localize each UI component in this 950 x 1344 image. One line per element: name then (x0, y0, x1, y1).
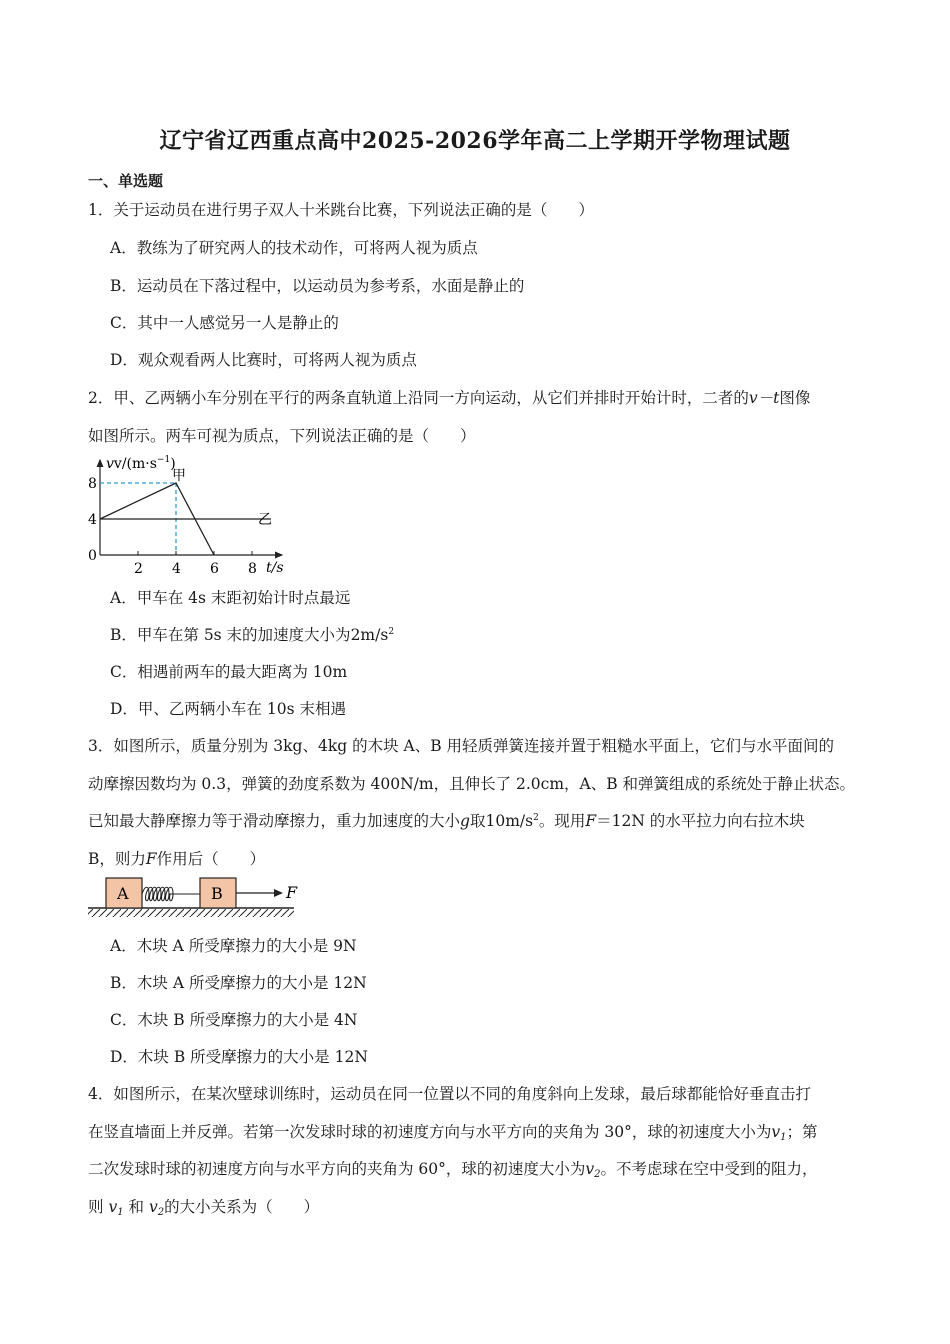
block-a-label: A (117, 884, 129, 903)
q2-option-b (110, 623, 394, 645)
q4-line4-and: 和 (128, 1198, 145, 1216)
q3-line4-b: 作用后（ ） (156, 850, 266, 868)
q2-vt-symbol: v－t (748, 389, 780, 407)
y-axis-label: $vv/(m\cdot s^{-1})$ (106, 455, 176, 472)
q3-line3-b: 取 (469, 812, 486, 830)
page-title: 辽宁省辽西重点高中2025-2026学年高二上学期开学物理试题 (159, 128, 791, 154)
q4-v2b-sub: 2 (157, 1207, 165, 1218)
q4-line1: 4．如图所示，在某次壁球训练时，运动员在同一位置以不同的角度斜向上发球，最后球都能恰好垂直击打 (88, 1085, 811, 1103)
q1-option-a: A．教练为了研究两人的技术动作，可将两人视为质点 (110, 239, 478, 257)
q3-line3 (88, 809, 805, 831)
q4-line4-a: 则 (88, 1198, 104, 1216)
q4-v1-symbol: v (771, 1123, 781, 1141)
q2-option-a: A．甲车在 4s 末距初始计时点最远 (110, 589, 351, 607)
q2-option-b-value: 2m/s (350, 626, 389, 644)
q3-line3-d: ＝12N 的水平拉力向右拉木块 (596, 812, 805, 830)
section-heading: 一、单选题 (88, 172, 164, 190)
q1-option-b: B．运动员在下落过程中，以运动员为参考系，水面是静止的 (110, 277, 525, 295)
q3-line4-a: B，则力 (88, 850, 146, 868)
x-axis-label: t/s (266, 560, 284, 574)
q3-line1: 3．如图所示，质量分别为 3kg、4kg 的木块 A、B 用轻质弹簧连接并置于粗糙水平面上，它们与水平面间的 (88, 737, 835, 755)
series-label-yi: 乙 (258, 512, 272, 528)
q3-option-a: A．木块 A 所受摩擦力的大小是 9N (110, 937, 357, 955)
q3-symbol-g: g (460, 812, 470, 830)
q4-v2-symbol: v (585, 1160, 595, 1178)
q3-line3-c: 。现用 (538, 812, 586, 830)
q4-line2-b: ；第 (786, 1123, 818, 1141)
q2-stem-line1 (88, 386, 810, 408)
spring (142, 887, 200, 901)
q2-option-b-text: B．甲车在第 5s 末的加速度大小为 (110, 626, 351, 644)
x-tick-label-8: 8 (248, 561, 257, 574)
q3-option-d: D．木块 B 所受摩擦力的大小是 12N (110, 1048, 368, 1066)
q1-option-c: C．其中一人感觉另一人是静止的 (110, 314, 339, 332)
q4-line2-a: 在竖直墙面上并反弹。若第一次发球时球的初速度方向与水平方向的夹角为 30°，球的初速度大小为 (88, 1123, 772, 1141)
y-tick-label-8: 8 (88, 476, 97, 492)
q4-v2b-symbol: v (148, 1198, 158, 1216)
force-label: F (286, 883, 298, 902)
x-tick-label-2: 2 (134, 561, 143, 574)
q4-line3-a: 二次发球时球的初速度方向与水平方向的夹角为 60°，球的初速度大小为 (88, 1160, 586, 1178)
q2-stem-line2: 如图所示。两车可视为质点，下列说法正确的是（ ） (88, 427, 476, 445)
q2-option-b-exp: 2 (388, 627, 395, 637)
q3-symbol-f2: F (145, 850, 157, 868)
q3-option-c: C．木块 B 所受摩擦力的大小是 4N (110, 1011, 358, 1029)
q4-v1b-sub: 1 (117, 1207, 124, 1218)
q3-line4 (88, 847, 265, 869)
q2-option-c: C．相遇前两车的最大距离为 10m (110, 663, 348, 681)
x-tick-label-6: 6 (210, 561, 219, 574)
q4-v2-sub: 2 (594, 1169, 601, 1180)
vt-graph (82, 448, 302, 574)
q4-v1b-symbol: v (108, 1198, 118, 1216)
q3-exp: 2 (533, 813, 539, 823)
ground-hatching (88, 909, 294, 917)
q4-v1-sub: 1 (780, 1132, 787, 1143)
q2-option-d: D．甲、乙两辆小车在 10s 末相遇 (110, 700, 346, 718)
q4-line2 (88, 1120, 818, 1143)
y-tick-label-0: 0 (88, 548, 97, 564)
q2-stem-text: 2．甲、乙两辆小车分别在平行的两条直轨道上沿同一方向运动，从它们并排时开始计时，二者的 (88, 389, 749, 407)
q1-option-d: D．观众观看两人比赛时，可将两人视为质点 (110, 351, 417, 369)
series-label-jia: 甲 (172, 468, 186, 484)
force-arrowhead (274, 889, 283, 897)
q4-line4 (88, 1195, 319, 1218)
q3-line3-a: 已知最大静摩擦力等于滑动摩擦力，重力加速度的大小 (88, 812, 461, 830)
q4-line4-b: 的大小关系为（ ） (164, 1198, 320, 1216)
q3-line2: 动摩擦因数均为 0.3，弹簧的劲度系数为 400N/m，且伸长了 2.0cm，A、B 和弹簧组成的系统处于静止状态。 (88, 775, 856, 793)
q4-line3-b: 。不考虑球在空中受到的阻力， (600, 1160, 818, 1178)
spring-block-figure (86, 874, 306, 920)
block-b-label: B (211, 884, 223, 903)
q3-symbol-f: F (585, 812, 597, 830)
q3-value-g: 10m/s (485, 812, 534, 830)
q4-line3 (88, 1157, 818, 1180)
q2-stem-end: 图像 (779, 389, 811, 407)
x-tick-label-4: 4 (172, 561, 181, 574)
q3-option-b: B．木块 A 所受摩擦力的大小是 12N (110, 974, 367, 992)
y-tick-label-4: 4 (88, 512, 97, 528)
q1-stem: 1．关于运动员在进行男子双人十米跳台比赛，下列说法正确的是（ ） (88, 201, 594, 219)
